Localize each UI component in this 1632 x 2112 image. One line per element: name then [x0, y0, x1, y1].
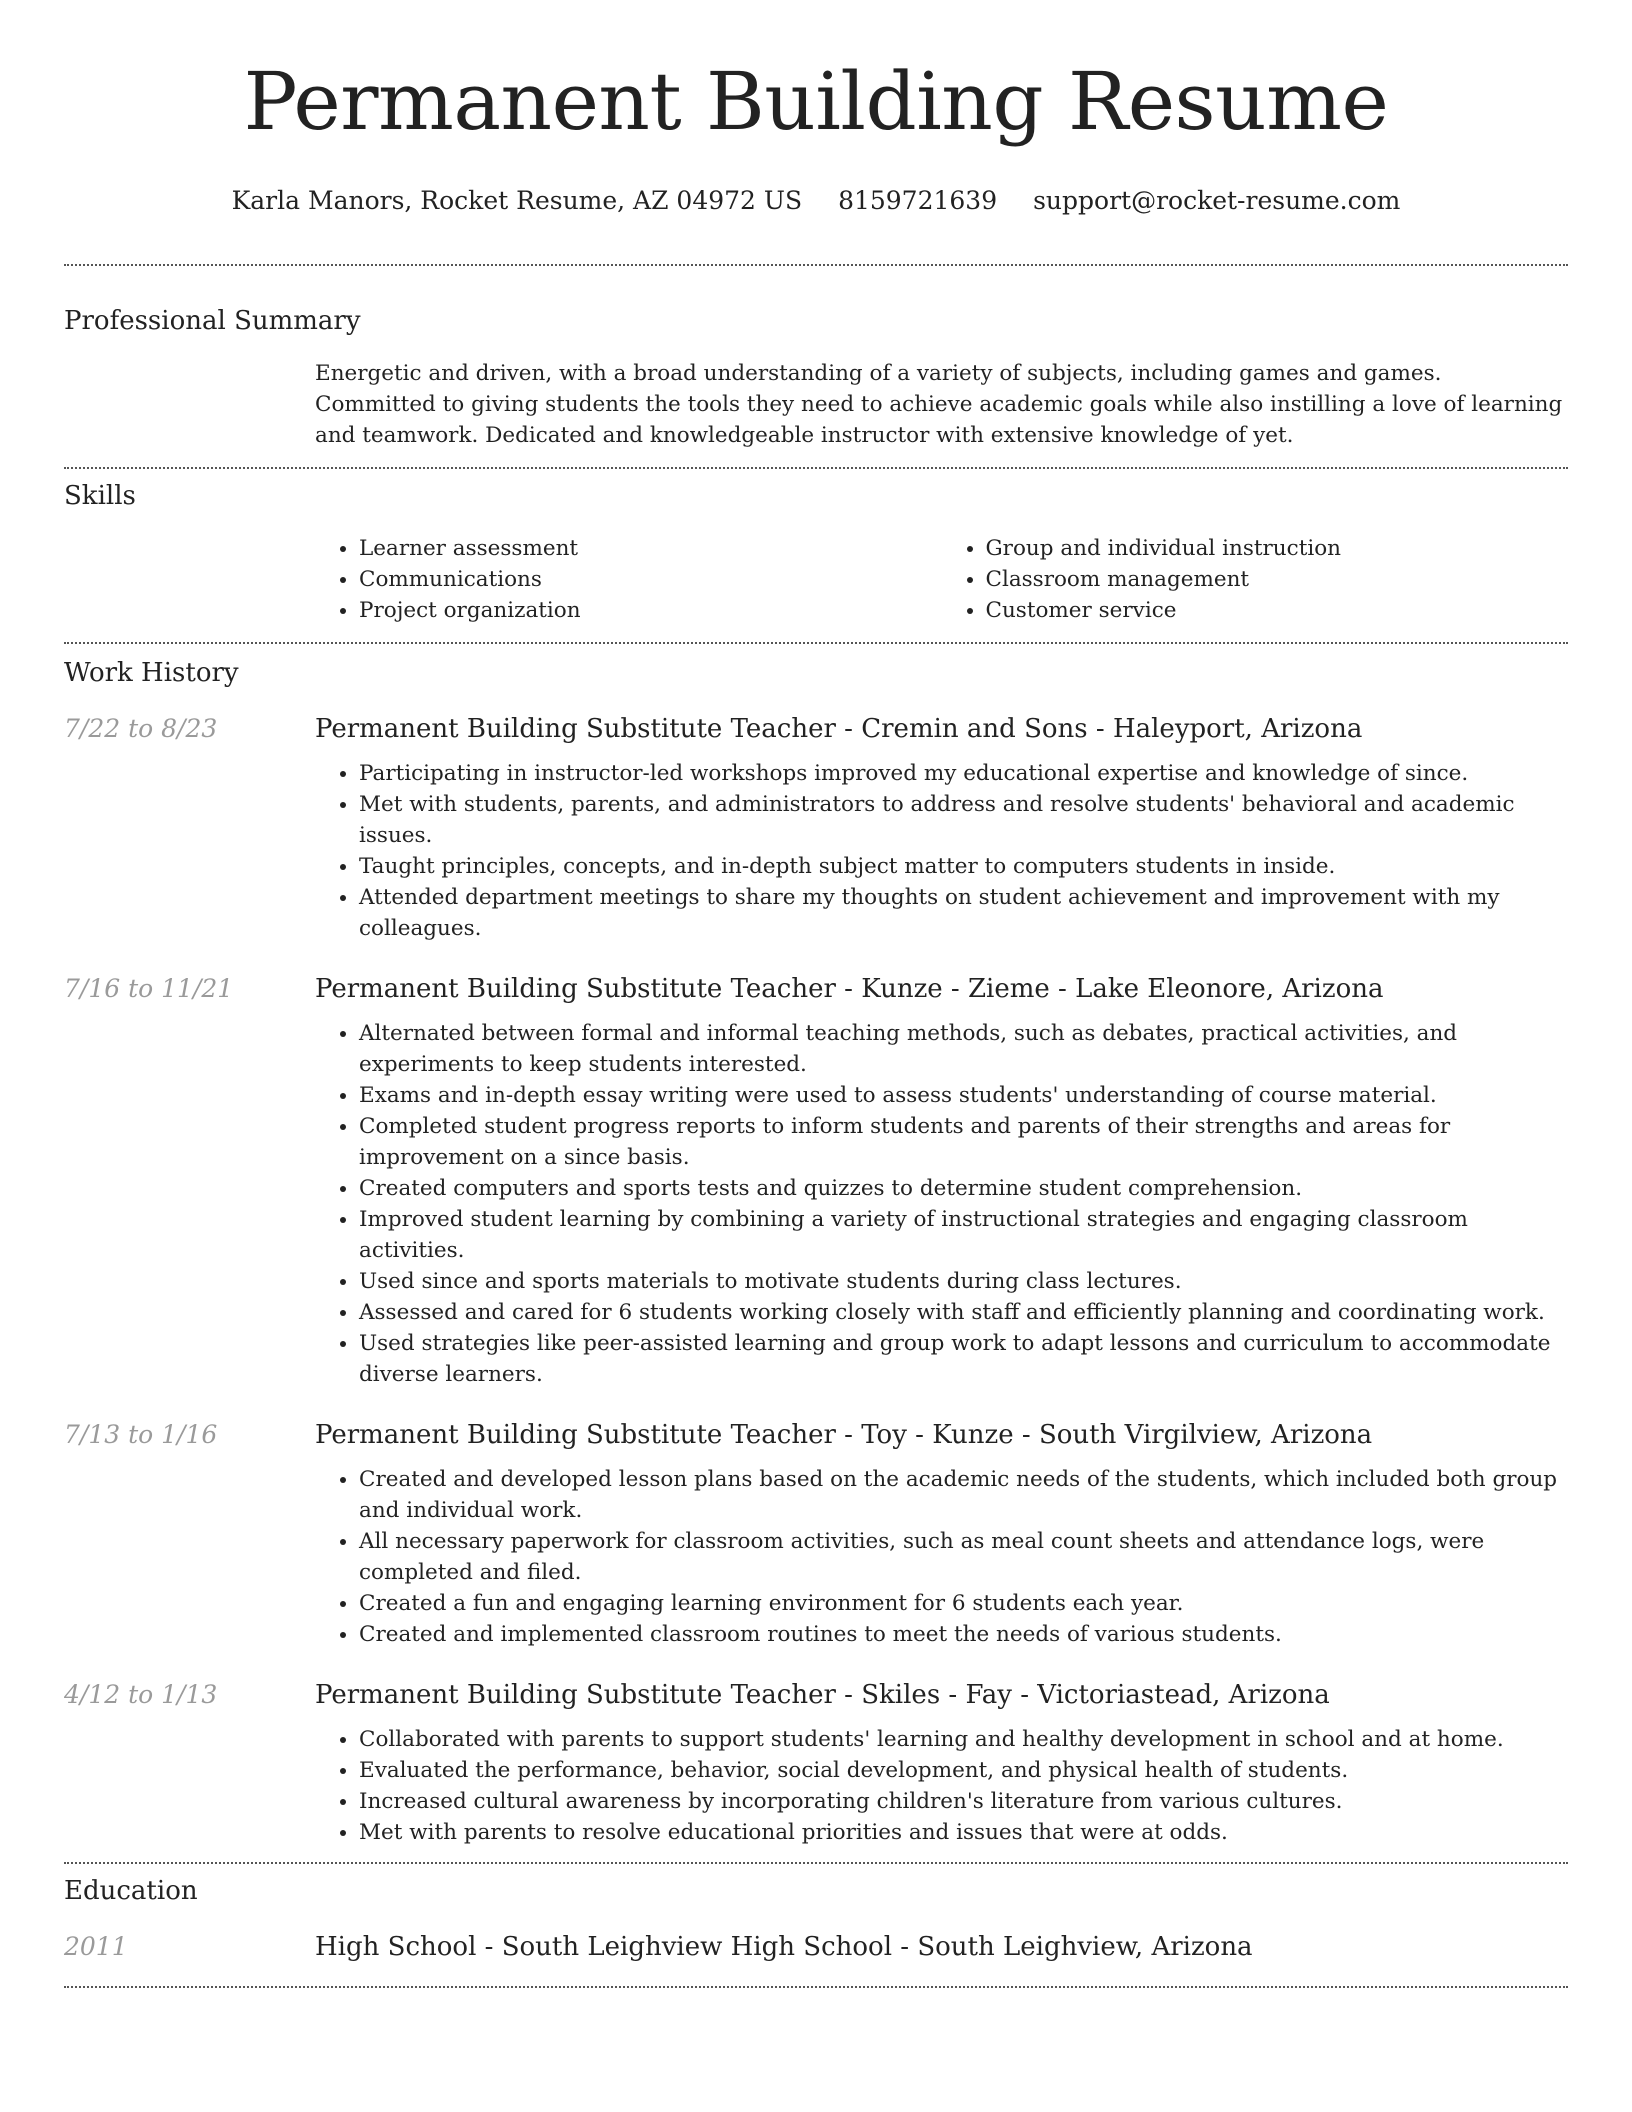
summary-text: Energetic and driven, with a broad understanding of a variety of subjects, including games and games. Committed to giving students the tools they need to achieve academic goals while also instilling a love of learning and teamwork. Dedicated and knowledgeable instructor with extensive knowledge of yet.: [315, 361, 1563, 448]
skills-column-left: [315, 533, 942, 626]
job-bullet: • Improved student learning by combining a variety of instructional strategies and engaging classroom activities.: [359, 1204, 1568, 1266]
job-title: Permanent Building Substitute Teacher - Skiles - Fay - Victoriastead, Arizona: [315, 1680, 1330, 1710]
summary-heading: Professional Summary: [64, 306, 361, 336]
job-entry: [64, 1418, 1568, 1650]
job-bullet: • Participating in instructor-led workshops improved my educational expertise and knowledge of since.: [359, 758, 1568, 789]
job-bullet: • Completed student progress reports to inform students and parents of their strengths and areas for improvement on a since basis.: [359, 1111, 1568, 1173]
job-entry: [64, 712, 1568, 944]
job-bullet: • Assessed and cared for 6 students working closely with staff and efficiently planning and coordinating work.: [359, 1297, 1568, 1328]
job-bullet: • Met with students, parents, and administrators to address and resolve students' behavioral and academic issues.: [359, 789, 1568, 851]
job-dates: 7/16 to 11/21: [64, 974, 234, 1003]
job-bullets: [315, 1724, 1568, 1848]
job-dates: 4/12 to 1/13: [64, 1680, 218, 1709]
skills-section: [64, 469, 1568, 642]
skills-list: [315, 533, 1568, 626]
job-bullet: • Attended department meetings to share my thoughts on student achievement and improvement with my colleagues.: [359, 882, 1568, 944]
contact-address: Karla Manors, Rocket Resume, AZ 04972 US: [231, 186, 803, 215]
skills-heading: Skills: [64, 481, 136, 511]
skill-item: • Learner assessment: [359, 533, 942, 564]
education-title: High School - South Leighview High School - South Leighview, Arizona: [315, 1932, 1253, 1962]
job-bullet: • Created a fun and engaging learning environment for 6 students each year.: [359, 1588, 1568, 1619]
job-bullet: • Taught principles, concepts, and in-depth subject matter to computers students in inside.: [359, 851, 1568, 882]
job-bullet: • Used strategies like peer-assisted learning and group work to adapt lessons and curriculum to accommodate diverse learners.: [359, 1328, 1568, 1390]
job-title: Permanent Building Substitute Teacher - Cremin and Sons - Haleyport, Arizona: [315, 714, 1363, 744]
contact-phone: 8159721639: [838, 186, 998, 215]
job-bullet: • Created computers and sports tests and quizzes to determine student comprehension.: [359, 1173, 1568, 1204]
skill-item: • Classroom management: [986, 564, 1569, 595]
contact-email: support@rocket-resume.com: [1033, 186, 1401, 215]
education-dates: 2011: [64, 1932, 128, 1961]
work-section: [64, 644, 1568, 1862]
job-bullet: • Evaluated the performance, behavior, social development, and physical health of students.: [359, 1755, 1568, 1786]
job-bullet: • Created and implemented classroom routines to meet the needs of various students.: [359, 1619, 1568, 1650]
job-bullet: • Alternated between formal and informal teaching methods, such as debates, practical activities, and experiments to keep students interested.: [359, 1018, 1568, 1080]
job-bullet: • Created and developed lesson plans based on the academic needs of the students, which included both group and individual work.: [359, 1464, 1568, 1526]
job-bullets: [315, 1464, 1568, 1650]
job-bullet: • Increased cultural awareness by incorporating children's literature from various cultures.: [359, 1786, 1568, 1817]
education-section: [64, 1864, 1568, 1986]
job-bullets: [315, 758, 1568, 944]
job-dates: 7/13 to 1/16: [64, 1420, 218, 1449]
skill-item: • Communications: [359, 564, 942, 595]
job-bullets: [315, 1018, 1568, 1390]
job-title: Permanent Building Substitute Teacher - Kunze - Zieme - Lake Eleonore, Arizona: [315, 974, 1384, 1004]
job-bullet: • Used since and sports materials to motivate students during class lectures.: [359, 1266, 1568, 1297]
job-entry: [64, 972, 1568, 1390]
job-bullet: • Collaborated with parents to support students' learning and healthy development in school and at home.: [359, 1724, 1568, 1755]
education-heading: Education: [64, 1876, 198, 1906]
resume-title: Permanent Building Resume: [243, 55, 1389, 148]
skill-item: • Customer service: [986, 595, 1569, 626]
summary-section: [64, 266, 1568, 467]
job-entry: [64, 1678, 1568, 1848]
job-dates: 7/22 to 8/23: [64, 714, 218, 743]
education-entry: [64, 1930, 1568, 1964]
job-title: Permanent Building Substitute Teacher - Toy - Kunze - South Virgilview, Arizona: [315, 1420, 1373, 1450]
job-bullet: • Met with parents to resolve educational priorities and issues that were at odds.: [359, 1817, 1568, 1848]
contact-line: [64, 184, 1568, 218]
skill-item: • Project organization: [359, 595, 942, 626]
skills-column-right: [942, 533, 1569, 626]
divider: [64, 1986, 1568, 1988]
skill-item: • Group and individual instruction: [986, 533, 1569, 564]
job-bullet: • All necessary paperwork for classroom activities, such as meal count sheets and attendance logs, were completed and filed.: [359, 1526, 1568, 1588]
job-bullet: • Exams and in-depth essay writing were used to assess students' understanding of course material.: [359, 1080, 1568, 1111]
work-heading: Work History: [64, 658, 239, 688]
